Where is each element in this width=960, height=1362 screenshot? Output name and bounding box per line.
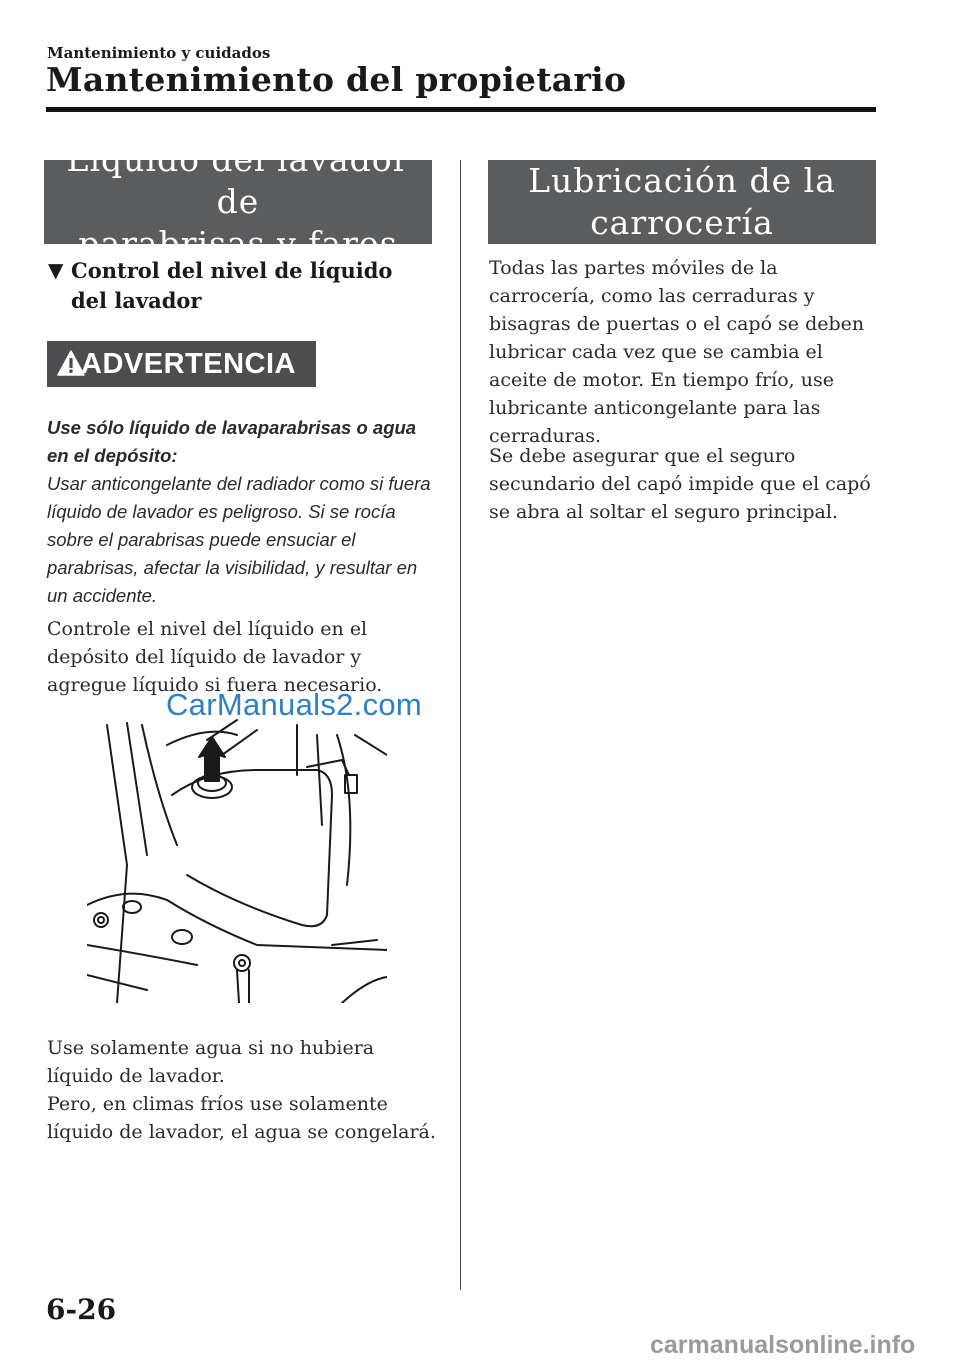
right-section-banner: [488, 160, 876, 244]
right-banner-line-2: carrocería: [590, 203, 774, 242]
left-banner-line-1: Líquido del lavador de: [66, 140, 410, 221]
left-banner-line-2: parabrisas y faros: [78, 224, 398, 263]
section-label: Mantenimiento y cuidados: [47, 44, 271, 62]
watermark-top: CarManuals2.com: [166, 687, 423, 722]
left-paragraph-3: Pero, en climas fríos use solamente líquido de lavador, el agua se congelará.: [47, 1093, 436, 1143]
warning-label: [47, 341, 316, 387]
subheading: Control del nivel de líquido del lavador: [71, 258, 393, 313]
watermark-bottom: carmanualsonline.info: [650, 1331, 916, 1359]
warning-body: Usar anticongelante del radiador como si fuera líquido de lavador es peligroso. Si se rocía sobre el parabrisas puede ensuciar el parabrisas, afectar la visibilidad, y resultar en un accidente.: [47, 473, 431, 606]
subheading-marker: ▼: [48, 258, 64, 282]
right-paragraph-1: Todas las partes móviles de la carrocería, como las cerraduras y bisagras de puertas o el capó se deben lubricar cada vez que se cambia el aceite de motor. En tiempo frío, use lubricante anticongelante para las cerraduras.: [489, 257, 865, 447]
washer-fluid-reservoir-illustration: [87, 715, 387, 1003]
warning-label-text: ADVERTENCIA: [81, 347, 296, 380]
right-banner-line-1: Lubricación de la: [528, 161, 836, 200]
left-section-banner: [44, 140, 432, 263]
warning-triangle-icon: [57, 350, 85, 376]
right-paragraph-2: Se debe asegurar que el seguro secundario del capó impide que el capó se abra al soltar el seguro principal.: [489, 445, 871, 523]
warning-title: Use sólo líquido de lavaparabrisas o agua en el depósito:: [47, 417, 417, 466]
header-rule: [46, 107, 876, 112]
left-paragraph-1: Controle el nivel del líquido en el depósito del líquido de lavador y agregue líquido si fuera necesario.: [47, 618, 383, 696]
page-number: 6-26: [46, 1293, 117, 1326]
chapter-title: Mantenimiento del propietario: [46, 60, 627, 99]
column-divider: [460, 160, 461, 1290]
left-paragraph-2: Use solamente agua si no hubiera líquido de lavador.: [47, 1037, 375, 1087]
